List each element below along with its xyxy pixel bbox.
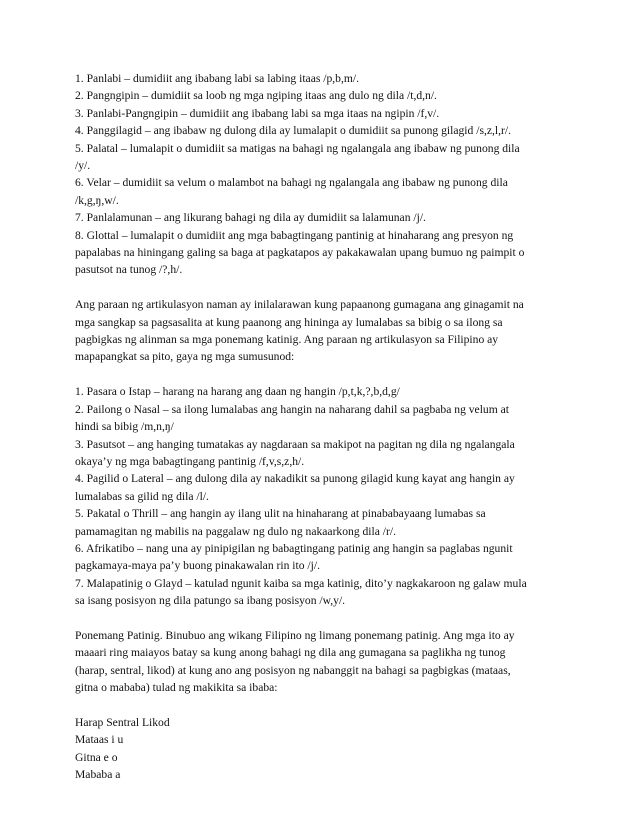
list-item: 3. Panlabi-Pangngipin – dumidiit ang ibabang labi sa mga itaas na ngipin /f,v/.	[75, 106, 440, 120]
list-item: 6. Velar – dumidiit sa velum o malambot na bahagi ng ngalangala ang ibabaw ng punong dila /k,g,ŋ,w/.	[75, 176, 508, 207]
manner-of-articulation-paragraph: Ang paraan ng artikulasyon naman ay inilalarawan kung papaanong gumagana ang ginagamit na mga sangkap sa pagsasalita at kung paanong ang hininga ay lumalabas sa bibig o sa ilong sa pagbigkas ng alinman sa mga ponemang katinig. Ang paraan ng artikulasyon sa Filipino ay mapapangkat sa pito, gaya ng mga sumusunod:	[75, 298, 524, 364]
manners-of-articulation-list	[75, 383, 575, 609]
places-of-articulation-list	[75, 70, 575, 279]
vowel-chart-row: Harap Sentral Likod	[75, 715, 170, 729]
list-item: 1. Panlabi – dumidiit ang ibabang labi sa labing itaas /p,b,m/.	[75, 72, 360, 85]
vowel-chart-row: Mababa a	[75, 768, 121, 782]
paragraph-gap	[75, 610, 575, 627]
list-item: 7. Malapatinig o Glayd – katulad ngunit kaiba sa mga katinig, dito’y nagkakaroon ng galaw mula sa isang posisyon ng dila patungo sa ibang posisyon /w,y/.	[75, 576, 527, 608]
vowel-chart-row: Gitna e o	[75, 750, 118, 764]
list-item: 1. Pasara o Istap – harang na harang ang daan ng hangin /p,t,k,?,b,d,g/	[75, 385, 400, 399]
paragraph-gap	[75, 279, 575, 296]
paragraph-gap	[75, 366, 575, 383]
paragraph-gap	[75, 697, 575, 714]
list-item: 7. Panlalamunan – ang likurang bahagi ng dila ay dumidiit sa lalamunan /j/.	[75, 211, 426, 225]
vowel-phonemes-paragraph: Ponemang Patinig. Binubuo ang wikang Filipino ng limang ponemang patinig. Ang mga ito ay maaari ring maiayos batay sa kung anong bahagi ng dila ang gumagana sa paglikha ng tunog (harap, sentral, likod) at kung ano ang posisyon ng nabanggit na bahagi sa pagbigkas (mataas, gitna o mababa) tulad ng makikita sa ibaba:	[75, 628, 515, 695]
list-item: 4. Panggilagid – ang ibabaw ng dulong dila ay lumalapit o dumidiit sa punong gilagid /s,z,l,r/.	[75, 124, 511, 138]
list-item: 6. Afrikatibo – nang una ay pinipigilan ng babagtingang patinig ang hangin sa paglabas ngunit pagkamaya-maya pa’y buong pinakawalan rin ito /j/.	[75, 541, 513, 573]
document-body	[75, 70, 575, 784]
vowel-chart	[75, 714, 575, 784]
list-item: 8. Glottal – lumalapit o dumidiit ang mga babagtingang pantinig at hinaharang ang presyon ng papalabas na hiningang galing sa baga at pagkatapos ay pakakawalan upang bumuo ng paimpit o pasutsot na tunog /?,h/.	[75, 228, 525, 277]
list-item: 2. Pangngipin – dumidiit sa loob ng mga ngiping itaas ang dulo ng dila /t,d,n/.	[75, 89, 437, 103]
list-item: 3. Pasutsot – ang hanging tumatakas ay nagdaraan sa makipot na pagitan ng dila ng ngalangala okaya’y ng mga babagtingang pantinig /f,v,s,z,h/.	[75, 437, 515, 468]
list-item: 2. Pailong o Nasal – sa ilong lumalabas ang hangin na naharang dahil sa pagbaba ng velum at hindi sa bibig /m,n,ŋ/	[75, 402, 510, 434]
list-item: 5. Palatal – lumalapit o dumidiit sa matigas na bahagi ng ngalangala ang ibabaw ng punong dila /y/.	[75, 141, 520, 173]
vowel-chart-row: Mataas i u	[75, 733, 124, 747]
list-item: 4. Pagilid o Lateral – ang dulong dila ay nakadikit sa punong gilagid kung kayat ang hangin ay lumalabas sa gilid ng dila /l/.	[75, 472, 515, 503]
list-item: 5. Pakatal o Thrill – ang hangin ay ilang ulit na hinaharang at pinababayaang lumabas sa pamamagitan ng mabilis na paggalaw ng dulo ng nakaarkong dila /r/.	[75, 507, 486, 538]
